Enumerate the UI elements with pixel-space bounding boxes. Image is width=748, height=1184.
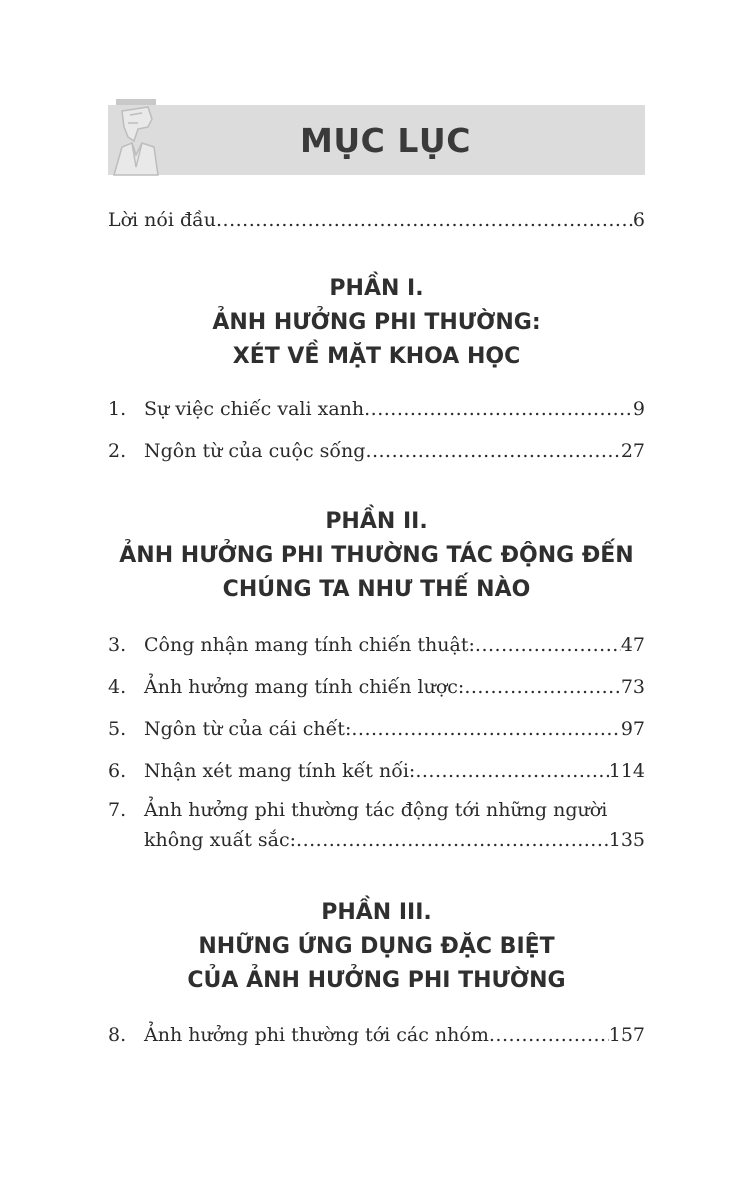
part-title-line: ẢNH HƯỞNG PHI THƯỜNG TÁC ĐỘNG ĐẾN: [119, 543, 634, 568]
dot-leader: [216, 205, 633, 235]
part-label: PHẦN II.: [325, 509, 428, 534]
entry-number: 1.: [108, 398, 127, 420]
page-title: MỤC LỤC: [300, 120, 471, 160]
entry-text: Công nhận mang tính chiến thuật:: [144, 634, 475, 656]
entry-page: 135: [608, 829, 645, 851]
entry-number: 4.: [108, 676, 127, 698]
dot-leader: [364, 394, 633, 424]
entry-text: Sự việc chiếc vali xanh: [144, 398, 365, 420]
dot-leader: [489, 1020, 609, 1050]
toc-entry-1[interactable]: [108, 394, 645, 424]
toc-entry-3[interactable]: [108, 630, 645, 660]
toc-entry-6[interactable]: [108, 756, 645, 786]
entry-page: 73: [620, 676, 645, 698]
entry-text: Ảnh hưởng mang tính chiến lược:: [144, 676, 465, 698]
part-label: PHẦN III.: [321, 900, 432, 925]
entry-text: Ảnh hưởng phi thường tới các nhóm: [144, 1024, 489, 1046]
dot-leader: [464, 672, 621, 702]
toc-header-banner: [108, 105, 645, 175]
entry-text: Nhận xét mang tính kết nối:: [144, 760, 416, 782]
toc-entry-2[interactable]: [108, 436, 645, 466]
dot-leader: [415, 756, 608, 786]
toc-entry-5[interactable]: [108, 714, 645, 744]
toc-entry-7[interactable]: [108, 795, 645, 855]
dot-leader: [365, 436, 620, 466]
entry-page: 6: [632, 209, 645, 231]
entry-text-continued: không xuất sắc:: [144, 829, 297, 851]
toc-entry-preface[interactable]: [108, 205, 645, 235]
part-label: PHẦN I.: [329, 276, 424, 301]
entry-text: Ngôn từ của cái chết:: [144, 718, 352, 740]
entry-number: 3.: [108, 634, 127, 656]
entry-number: 8.: [108, 1024, 127, 1046]
entry-number: 7.: [108, 799, 127, 821]
entry-page: 27: [620, 440, 645, 462]
part-heading-3: [108, 896, 645, 998]
entry-page: 47: [620, 634, 645, 656]
dot-leader: [475, 630, 621, 660]
part-heading-2: [108, 505, 645, 607]
toc-entry-4[interactable]: [108, 672, 645, 702]
part-heading-1: [108, 272, 645, 374]
part-title-line: NHỮNG ỨNG DỤNG ĐẶC BIỆT: [198, 934, 555, 959]
entry-number: 5.: [108, 718, 127, 740]
entry-page: 9: [632, 398, 645, 420]
part-title-line: CỦA ẢNH HƯỞNG PHI THƯỜNG: [187, 968, 566, 993]
entry-number: 2.: [108, 440, 127, 462]
entry-number: 6.: [108, 760, 127, 782]
entry-page: 157: [608, 1024, 645, 1046]
part-title-line: CHÚNG TA NHƯ THẾ NÀO: [222, 577, 531, 602]
part-title-line: ẢNH HƯỞNG PHI THƯỜNG:: [212, 310, 541, 335]
entry-page: 114: [608, 760, 645, 782]
entry-text: Ngôn từ của cuộc sống: [144, 440, 366, 462]
dot-leader: [351, 714, 620, 744]
entry-text: Ảnh hưởng phi thường tác động tới những người: [144, 799, 608, 821]
toc-entry-8[interactable]: [108, 1020, 645, 1050]
part-title-line: XÉT VỀ MẶT KHOA HỌC: [232, 344, 521, 369]
entry-text: Lời nói đầu: [108, 209, 217, 231]
dot-leader: [296, 825, 609, 855]
entry-page: 97: [620, 718, 645, 740]
